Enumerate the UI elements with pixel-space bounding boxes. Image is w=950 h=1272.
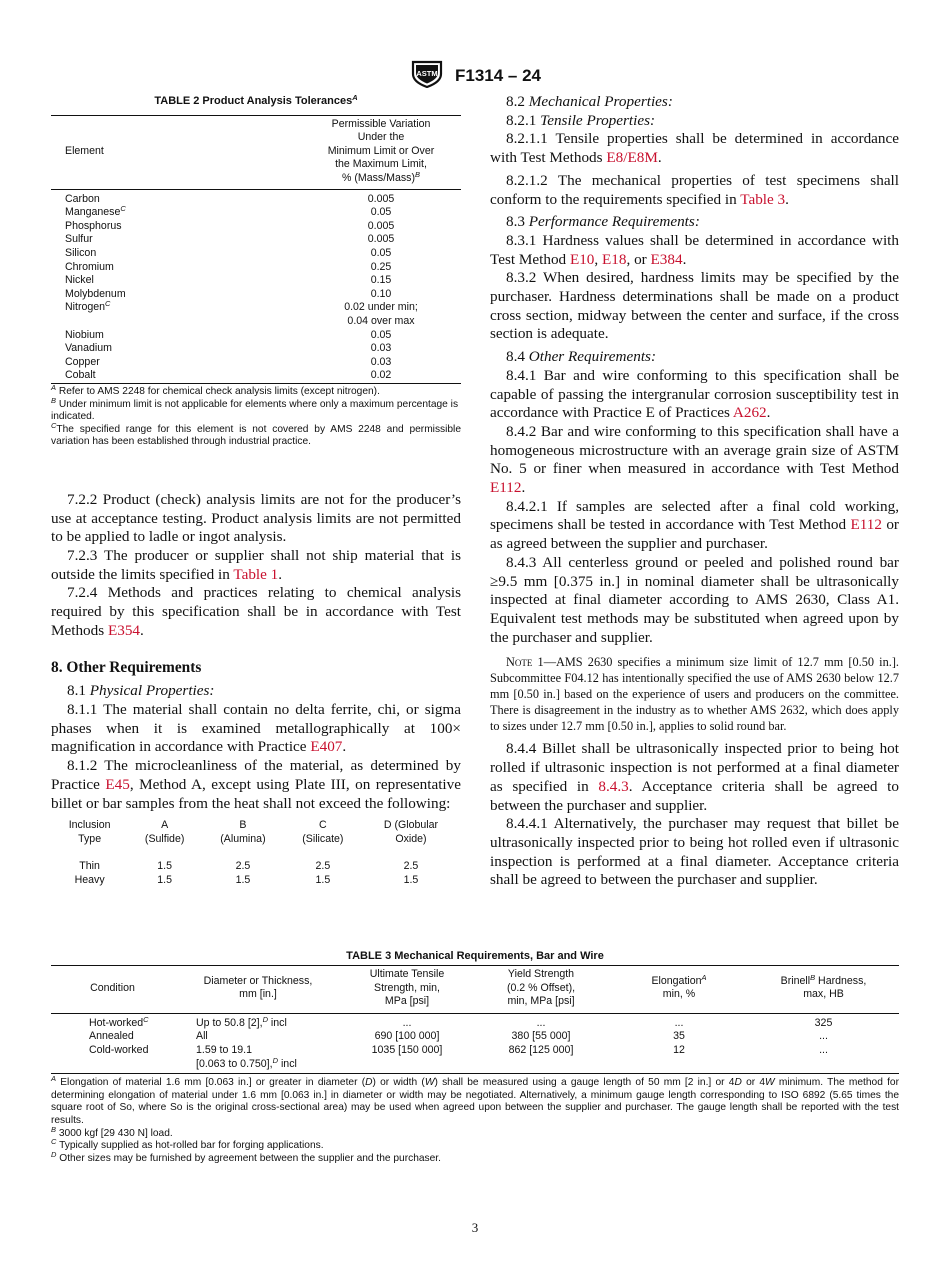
astm-logo	[409, 58, 445, 93]
link-e354[interactable]: E354	[107, 621, 141, 639]
table3-footnote-d: $^D$ Other sizes may be furnished by agreement between the supplier and the purchaser.	[51, 1149, 441, 1164]
table2-row: Silicon 0.05	[65, 247, 392, 260]
t3-header-condition: Condition	[51, 966, 174, 1014]
section-8-heading: 8. Other Requirements	[51, 658, 202, 676]
para-8-2-1-1: 8.2.1.1 Tensile properties shall be determined in accordance with Test Methods E8/E8M.	[490, 130, 899, 167]
t3-row-annealed: Annealed All 690 [100 000] 380 [55 000] 35 ...	[89, 1030, 828, 1043]
table2-row: Cobalt 0.02	[65, 369, 392, 382]
table3-footnote-b: $^B$ 3000 kgf [29 430 N] load.	[51, 1124, 173, 1139]
link-a262[interactable]: A262	[732, 404, 767, 422]
table2-header-variation: Permissible Variation Under the Minimum Limit or Over the Maximum Limit, % (Mass/Mass)$^B$	[301, 115, 461, 189]
para-8-1-1: 8.1.1 The material shall contain no delta ferrite, chi, or sigma phases when it is examined metallographically at 100× magnification in accordance with Practice E407.	[51, 700, 461, 756]
para-8-4-1: 8.4.1 Bar and wire conforming to this specification shall be capable of passing the intergranular corrosion susceptibility test in accordance with Practice E of Practices A262.	[490, 366, 899, 422]
incl-header-d: D (Globular Oxide)	[383, 819, 439, 845]
table2-row: Vanadium 0.03	[65, 342, 392, 355]
incl-row-heavy: Heavy 1.5 1.5 1.5 1.5	[74, 873, 419, 886]
svg-text:ASTM: ASTM	[416, 69, 438, 78]
table2-row: Chromium 0.25	[65, 260, 392, 273]
document-number: F1314 – 24	[454, 65, 541, 85]
table3-footnote-c: $^C$ Typically supplied as hot-rolled bar for forging applications.	[51, 1137, 324, 1152]
para-7-2-3: 7.2.3 The producer or supplier shall not ship material that is outside the limits specified in Table 1.	[51, 547, 461, 583]
para-8-2-1-2: 8.2.1.2 The mechanical properties of test specimens shall conform to the requirements specified in Table 3.	[490, 171, 899, 208]
table2-caption: TABLE 2 Product Analysis Tolerances$^A$	[154, 93, 358, 107]
link-8-4-3[interactable]: 8.4.3	[598, 777, 629, 795]
table2-row: Phosphorus 0.005	[65, 219, 395, 232]
table2-product-analysis-tolerances	[51, 115, 461, 384]
link-e384[interactable]: E384	[650, 250, 683, 268]
para-8-2-1: 8.2.1 Tensile Properties:	[506, 111, 656, 129]
link-e18[interactable]: E18	[602, 250, 627, 268]
para-8-4-4-1: 8.4.4.1 Alternatively, the purchaser may request that billet be ultrasonically inspected prior to being hot rolled even if ultrasonic inspection is performed at a final diameter. Acceptance criteria shall be agreed to between the purchaser and supplier.	[490, 815, 899, 889]
table3-footnote-a: $^A$ Elongation of material 1.6 mm [0.063 in.] or greater in diameter (D) or width (W) shall be measured using a gauge length of 50 mm [2 in.] or 4D or 4W minimum. The method for determining elongation of material under 1.6 mm [0.063 in.] in diameter or width may be negotiated. Alternatively, a minimum gauge length corresponding to ISO 6892 (5.65 times the square root of So, where So is the original cross-sectional area) may be used when agreed upon between the supplier and purchaser. The gauge length shall be reported with the test results.	[51, 1074, 899, 1126]
t3-row-hot-worked: Hot-worked$^C$ Up to 50.8 [2],$^D$ incl ... ... ... 325	[89, 1014, 833, 1029]
link-table-3[interactable]: Table 3	[740, 190, 786, 208]
incl-row-thin: Thin 1.5 2.5 2.5 2.5	[79, 860, 419, 873]
para-8-2: 8.2 Mechanical Properties:	[506, 93, 673, 110]
page-number: 3	[471, 1220, 479, 1235]
para-8-4-4: 8.4.4 Billet shall be ultrasonically inspected prior to being hot rolled if ultrasonic inspection is not performed at a final diameter as specified in 8.4.3. Acceptance criteria shall be agreed to between the purchaser and supplier.	[490, 740, 899, 814]
incl-header-b: B (Alumina)	[220, 819, 266, 845]
t3-header-brinell: Brinell$^B$ Hardness, max, HB	[748, 966, 899, 1014]
link-e45[interactable]: E45	[105, 775, 130, 793]
t3-header-diameter: Diameter or Thickness, mm [in.]	[174, 966, 342, 1014]
table2-row: Molybdenum 0.10	[65, 287, 392, 300]
note-1: Note 1—AMS 2630 specifies a minimum size limit of 12.7 mm [0.50 in.]. Subcommittee F04.12 has intentionally specified the use of AMS 2630 below 12.7 mm [0.50 in.] based on the experience of users and producers on the committee. There is disagreement in the industry as to whether AMS 2632, which does apply to sizes under 12.7 mm [0.50 in.], applies to solid round bar.	[490, 655, 899, 734]
table2-footnote: $^A$ Refer to AMS 2248 for chemical check analysis limits (except nitrogen).	[51, 382, 380, 397]
para-8-4: 8.4 Other Requirements:	[506, 348, 657, 366]
table2-footnote: $^C$The specified range for this element is not covered by AMS 2248 and permissible variation has been established through industrial practice.	[51, 420, 461, 448]
right-column	[490, 93, 899, 890]
table3-caption: TABLE 3 Mechanical Requirements, Bar and Wire	[346, 950, 604, 962]
table2-row: Niobium 0.05	[65, 328, 392, 341]
table2-row: Manganese$^C$ 0.05	[65, 204, 392, 219]
left-column	[51, 92, 461, 888]
para-8-4-3: 8.4.3 All centerless ground or peeled and polished round bar ≥9.5 mm [0.375 in.] in nominal diameter shall be ultrasonically inspected at final diameter according to AMS 2630, Class A1. Equivalent test methods may be substituted when agreed upon by the purchaser and supplier.	[490, 553, 899, 646]
para-8-4-2-1: 8.4.2.1 If samples are selected after a final cold working, specimens shall be tested in accordance with Test Method E112 or as agreed between the supplier and purchaser.	[490, 497, 899, 553]
para-8-3-1: 8.3.1 Hardness values shall be determined in accordance with Test Method E10, E18, or E384.	[490, 231, 899, 268]
t3-row-cold-worked: Cold-worked 1.59 to 19.1 [0.063 to 0.750],$^D$ incl 1035 [150 000] 862 [125 000] 12 ...	[89, 1043, 828, 1070]
link-e8-e8m[interactable]: E8/E8M	[606, 149, 658, 167]
link-e112[interactable]: E112	[490, 479, 522, 497]
link-table-1[interactable]: Table 1	[233, 565, 279, 583]
para-8-1: 8.1 Physical Properties:	[67, 682, 215, 700]
table2-row: Nickel 0.15	[65, 274, 392, 287]
para-8-1-2: 8.1.2 The microcleanliness of the material, as determined by Practice E45, Method A, except using Plate III, on representative billet or bar samples from the heat shall not exceed the following:	[51, 757, 461, 812]
para-8-3: 8.3 Performance Requirements:	[506, 213, 700, 231]
t3-header-uts: Ultimate Tensile Strength, min, MPa [psi]	[342, 966, 472, 1014]
para-8-4-2: 8.4.2 Bar and wire conforming to this specification shall have a homogeneous microstructure with an average grain size of ASTM No. 5 or finer when measured in accordance with Test Method E112.	[490, 422, 899, 497]
table3-footnotes	[51, 1074, 899, 1165]
table2-row: Sulfur 0.005	[65, 233, 395, 246]
incl-header-c: C (Silicate)	[302, 819, 344, 845]
incl-header-type: Inclusion Type	[68, 819, 111, 845]
link-e10[interactable]: E10	[569, 250, 595, 268]
table2-footnote: $^B$ Under minimum limit is not applicable for elements where only a maximum percentage is indicated.	[51, 395, 459, 423]
inclusion-table	[51, 819, 461, 887]
table3-mechanical-requirements	[51, 965, 899, 1074]
incl-header-a: A (Sulfide)	[144, 819, 185, 845]
link-e112[interactable]: E112	[850, 516, 882, 534]
t3-header-elongation: Elongation$^A$ min, %	[610, 966, 748, 1014]
t3-header-yield: Yield Strength (0.2 % Offset), min, MPa [psi]	[472, 966, 610, 1014]
link-e407[interactable]: E407	[310, 738, 343, 756]
page-header	[0, 58, 950, 86]
table3-section	[51, 950, 899, 1165]
table2-row: Copper 0.03	[65, 355, 392, 368]
table2-footnotes	[51, 382, 461, 449]
table2-row: Carbon 0.005	[65, 192, 395, 205]
table2-header-element: Element	[51, 115, 301, 189]
table2-row: 0.04 over max	[347, 315, 415, 328]
para-7-2-4: 7.2.4 Methods and practices relating to chemical analysis required by this specification shall be in accordance with Test Methods E354.	[51, 584, 461, 639]
table2-row: Nitrogen$^C$ 0.02 under min;	[65, 299, 418, 314]
para-7-2-2: 7.2.2 Product (check) analysis limits are not for the producer’s use at acceptance testing. Product analysis limits are not permitted to be applied to ladle or ingot analysis.	[51, 490, 461, 546]
para-8-3-2: 8.3.2 When desired, hardness limits may be specified by the purchaser. Hardness determinations shall be made on a product cross section, midway between the center and surface, if the cross section is adequate.	[490, 269, 899, 343]
